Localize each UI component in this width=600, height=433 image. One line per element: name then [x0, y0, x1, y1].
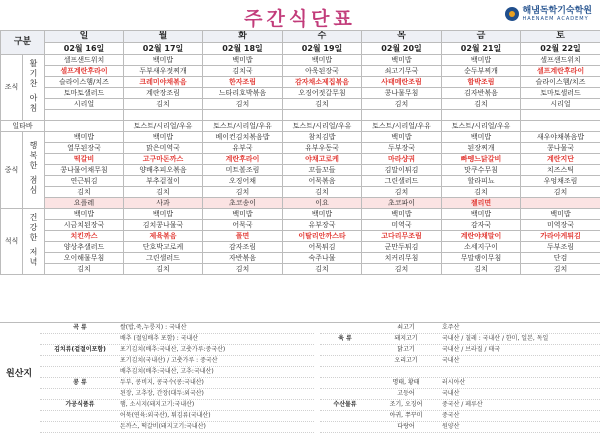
menu-item: 떡갈비 — [45, 154, 124, 165]
snack-label: 일타바 — [1, 121, 45, 132]
menu-item: 백미밥 — [442, 55, 521, 66]
menu-item: 김치국 — [203, 66, 283, 77]
menu-row — [1, 143, 600, 154]
menu-item: 셀프계란후라이 — [45, 66, 124, 77]
menu-item: 감자조림 — [203, 242, 283, 253]
menu-item: 유부국 — [203, 143, 283, 154]
menu-row — [1, 77, 600, 88]
menu-item: 김치 — [124, 99, 203, 110]
origin-section — [0, 322, 600, 417]
menu-item: 백미밥 — [362, 209, 442, 220]
dessert-item: 젤리면 — [442, 198, 521, 209]
menu-item: 열무된장국 — [45, 143, 124, 154]
menu-item: 치커리무침 — [362, 253, 442, 264]
menu-item: 두부새우젓찌개 — [124, 66, 203, 77]
origin-row — [320, 411, 600, 422]
snack-item: 토스트/시리얼/우유 — [283, 121, 362, 132]
origin-row — [40, 422, 314, 433]
snack-item — [45, 121, 124, 132]
menu-row — [1, 253, 600, 264]
menu-item: 김치 — [124, 264, 203, 275]
origin-row — [320, 334, 600, 345]
day-header: 월 — [124, 31, 203, 43]
menu-item: 어묵튀김 — [283, 242, 362, 253]
origin-row — [40, 356, 314, 367]
menu-item: 빠뗑느닭갈비 — [442, 154, 521, 165]
menu-item — [203, 110, 283, 121]
menu-row — [1, 110, 600, 121]
meal-section: 중식 — [1, 132, 23, 209]
menu-item: 참치김밥 — [283, 132, 362, 143]
menu-item: 김말이튀김 — [362, 165, 442, 176]
origin-category — [320, 411, 370, 421]
menu-item: 셀프샌드위치 — [521, 55, 600, 66]
origin-detail: 국내산 / 브라질 / 태국 — [442, 345, 600, 355]
origin-row — [320, 389, 600, 400]
academy-name-en: HAENAEM ACADEMY — [522, 16, 592, 22]
menu-item: 숙주나물 — [283, 253, 362, 264]
dessert-item — [521, 198, 600, 209]
menu-item: 오징어젓갈무침 — [283, 88, 362, 99]
academy-name: 해냄독학기숙학원 — [522, 6, 592, 16]
origin-left-list — [40, 323, 314, 433]
menu-item: 어묵볶음 — [283, 176, 362, 187]
menu-item: 감자국 — [442, 220, 521, 231]
origin-row — [320, 367, 600, 378]
menu-item: 오이해물무침 — [45, 253, 124, 264]
origin-detail: 원양산 — [442, 422, 600, 432]
origin-item-name: 다랑어 — [370, 422, 442, 432]
origin-category: 김치류(겉절이포함) — [40, 345, 120, 355]
origin-category — [320, 356, 370, 366]
origin-row — [320, 356, 600, 367]
menu-item: 양배추피오볶음 — [124, 165, 203, 176]
menu-item: 부추겉절이 — [124, 176, 203, 187]
origin-category — [320, 323, 370, 333]
origin-detail: 국내산 / 칠레 : 국내산 / 한미, 일본, 독일 — [442, 334, 600, 344]
menu-item: 군만두튀김 — [362, 242, 442, 253]
date-header: 02월 17일 — [124, 43, 203, 55]
menu-item: 김치 — [283, 99, 362, 110]
origin-item-name: 명태, 황태 — [370, 378, 442, 388]
menu-item: 느타리호박볶음 — [203, 88, 283, 99]
menu-row — [1, 88, 600, 99]
origin-category — [40, 422, 120, 432]
origin-item-name: 조기, 오징어 — [370, 400, 442, 410]
meal-label — [23, 55, 45, 121]
origin-detail: 배추 (절임배추 포함) : 국내산 — [120, 334, 314, 344]
menu-item: 콩나물어채무침 — [45, 165, 124, 176]
menu-item: 유부우동국 — [283, 143, 362, 154]
menu-item: 이탈리안까스타 — [283, 231, 362, 242]
dessert-item: 이요 — [283, 198, 362, 209]
menu-item: 새우야채볶음밥 — [521, 132, 600, 143]
menu-item: 백미밥 — [283, 209, 362, 220]
menu-item: 미트볼조림 — [203, 165, 283, 176]
origin-detail: 호주산 — [442, 323, 600, 333]
snack-item: 토스트/시리얼/우유 — [124, 121, 203, 132]
menu-row — [1, 66, 600, 77]
category-header: 구분 — [1, 31, 45, 55]
menu-item: 우엉채조림 — [521, 176, 600, 187]
origin-category — [40, 367, 120, 377]
menu-item: 백미밥 — [521, 209, 600, 220]
origin-category — [40, 411, 120, 421]
day-header: 일 — [45, 31, 124, 43]
origin-detail: 돈까스, 떡갈비(돼지고기:국내산) — [120, 422, 314, 432]
menu-row — [1, 264, 600, 275]
origin-item-name: 쇠고기 — [370, 323, 442, 333]
day-header: 목 — [362, 31, 442, 43]
menu-item: 된장찌개 — [442, 143, 521, 154]
menu-item: 백미밥 — [124, 132, 203, 143]
date-header: 02월 19일 — [283, 43, 362, 55]
menu-item: 한자조림 — [203, 77, 283, 88]
menu-item: 김치 — [521, 264, 600, 275]
menu-item: 백미밥 — [442, 209, 521, 220]
menu-item: 시리얼 — [45, 99, 124, 110]
menu-item: 계란야채말이 — [442, 231, 521, 242]
origin-row — [40, 400, 314, 411]
menu-item: 김치 — [362, 187, 442, 198]
origin-row — [320, 422, 600, 433]
menu-item: 시금치된장국 — [45, 220, 124, 231]
menu-item: 유부장국 — [283, 220, 362, 231]
origin-detail: 두부, 콩비지, 콩국수(콩:국내산) — [120, 378, 314, 388]
menu-item — [442, 110, 521, 121]
origin-category — [320, 345, 370, 355]
day-header: 수 — [283, 31, 362, 43]
menu-item: 김치 — [203, 99, 283, 110]
origin-category — [320, 389, 370, 399]
origin-detail — [442, 367, 600, 377]
date-header: 02월 22일 — [521, 43, 600, 55]
origin-row — [40, 323, 314, 334]
origin-detail: 된장, 고추장, 간장(대두:외국산) — [120, 389, 314, 399]
menu-item: 연근튀김 — [45, 176, 124, 187]
menu-row — [1, 132, 600, 143]
snack-item: 토스트/시리얼/우유 — [362, 121, 442, 132]
menu-row — [1, 187, 600, 198]
menu-row — [1, 220, 600, 231]
origin-row — [320, 400, 600, 411]
menu-item: 슬라이스햄/치즈 — [45, 77, 124, 88]
menu-item: 백미밥 — [45, 132, 124, 143]
menu-item: 쇠고기무국 — [362, 66, 442, 77]
menu-item: 김치 — [521, 187, 600, 198]
menu-item: 백미밥 — [442, 132, 521, 143]
menu-item: 오징어채 — [203, 176, 283, 187]
menu-item: 슬라이스햄/치즈 — [521, 77, 600, 88]
menu-item: 김치 — [442, 187, 521, 198]
origin-category: 가공식품류 — [40, 400, 120, 410]
menu-item — [45, 110, 124, 121]
origin-title: 원산지 — [6, 366, 32, 379]
menu-item: 토마토샐러드 — [521, 88, 600, 99]
origin-row — [40, 367, 314, 378]
snack-item — [521, 121, 600, 132]
origin-category — [320, 378, 370, 388]
academy-logo-icon — [505, 7, 519, 21]
menu-item: 콩나물무침 — [362, 88, 442, 99]
menu-item: 셀프계란후라이 — [521, 66, 600, 77]
menu-item: 할라피뇨 — [442, 176, 521, 187]
menu-item: 고구마돈까스 — [124, 154, 203, 165]
menu-item: 폴면 — [203, 231, 283, 242]
date-header: 02월 21일 — [442, 43, 521, 55]
menu-item: 베이컨김치볶음밥 — [203, 132, 283, 143]
menu-item: 꼬들꼬들 — [283, 165, 362, 176]
menu-item: 양상추샐러드 — [45, 242, 124, 253]
menu-item: 김치 — [45, 187, 124, 198]
origin-right-list — [320, 323, 600, 433]
menu-item — [283, 110, 362, 121]
menu-item: 그린샐러드 — [124, 253, 203, 264]
menu-item: 무말랭이무침 — [442, 253, 521, 264]
origin-row — [320, 345, 600, 356]
menu-item: 치킨까스 — [45, 231, 124, 242]
origin-category: 곡 류 — [40, 323, 120, 333]
origin-category: 콩 류 — [40, 378, 120, 388]
origin-row — [320, 378, 600, 389]
menu-item — [362, 110, 442, 121]
dessert-row — [1, 198, 600, 209]
menu-item: 김치 — [283, 187, 362, 198]
origin-category — [40, 389, 120, 399]
menu-item: 김치 — [442, 264, 521, 275]
menu-item: 백미밥 — [203, 55, 283, 66]
menu-item: 감자채소제집볶음 — [283, 77, 362, 88]
menu-item: 맛쿠수무침 — [442, 165, 521, 176]
origin-detail: 쌀(밥,죽,누룽지) : 국내산 — [120, 323, 314, 333]
menu-item: 함박조림 — [442, 77, 521, 88]
menu-table — [0, 30, 600, 275]
menu-row — [1, 242, 600, 253]
origin-item-name — [370, 367, 442, 377]
menu-item: 김치 — [442, 99, 521, 110]
menu-row — [1, 55, 600, 66]
origin-item-name: 고등어 — [370, 389, 442, 399]
meal-label-text: 행복한 점심 — [29, 141, 38, 196]
date-header: 02월 18일 — [203, 43, 283, 55]
menu-item: 단호박고로케 — [124, 242, 203, 253]
menu-item: 백미밥 — [124, 55, 203, 66]
origin-item-name: 아귀, 쭈꾸미 — [370, 411, 442, 421]
origin-detail: 중국산 / 페루산 — [442, 400, 600, 410]
menu-item: 백미밥 — [203, 209, 283, 220]
dessert-item: 사과 — [124, 198, 203, 209]
menu-item: 자반볶음 — [203, 253, 283, 264]
menu-item: 김치 — [124, 187, 203, 198]
menu-item: 어묵국 — [203, 220, 283, 231]
menu-row — [1, 176, 600, 187]
meal-label-text: 활기찬 아침 — [29, 59, 38, 114]
menu-item: 아욱된장국 — [283, 66, 362, 77]
snack-item: 토스트/시리얼/우유 — [442, 121, 521, 132]
menu-item: 김치 — [203, 264, 283, 275]
menu-item: 계란지단 — [521, 154, 600, 165]
date-header-row — [1, 43, 600, 55]
menu-item: 셀프샌드위치 — [45, 55, 124, 66]
origin-category: 수산물류 — [320, 400, 370, 410]
origin-detail: 국내산 — [442, 356, 600, 366]
origin-category — [320, 422, 370, 432]
origin-detail: 포기김치(국내산) / 고춧가루 : 중국산 — [120, 356, 314, 366]
menu-row — [1, 209, 600, 220]
menu-item: 그린샐러드 — [362, 176, 442, 187]
menu-item: 사태메란조림 — [362, 77, 442, 88]
menu-item: 두부조림 — [521, 242, 600, 253]
menu-item: 고다리무조림 — [362, 231, 442, 242]
menu-item: 김치 — [203, 187, 283, 198]
dessert-item: 요플레 — [45, 198, 124, 209]
origin-detail: 국내산 — [442, 389, 600, 399]
menu-item: 가라아게튀김 — [521, 231, 600, 242]
menu-item: 김치콩나물국 — [124, 220, 203, 231]
menu-row — [1, 231, 600, 242]
menu-item: 백미밥 — [362, 55, 442, 66]
menu-item: 시리얼 — [521, 99, 600, 110]
menu-item: 백미밥 — [124, 209, 203, 220]
origin-detail: 중국산 — [442, 411, 600, 421]
menu-item: 크레미야채볶음 — [124, 77, 203, 88]
meal-section: 조식 — [1, 55, 23, 121]
origin-detail: 햄, 소시지(돼지고기:국내산) — [120, 400, 314, 410]
menu-item — [124, 110, 203, 121]
menu-item: 김치 — [283, 264, 362, 275]
day-header: 토 — [521, 31, 600, 43]
menu-item: 김치 — [362, 99, 442, 110]
menu-row — [1, 165, 600, 176]
menu-item: 토마토샐러드 — [45, 88, 124, 99]
origin-detail: 배추김치(배추:국내산, 고추:국내산) — [120, 367, 314, 377]
origin-detail: 러시아산 — [442, 378, 600, 388]
origin-detail: 어묵(연육:외국산), 튀김류(국내산) — [120, 411, 314, 421]
origin-row — [320, 323, 600, 334]
menu-item: 미역국 — [362, 220, 442, 231]
menu-item: 마라샹궈 — [362, 154, 442, 165]
origin-row — [40, 389, 314, 400]
origin-row — [40, 334, 314, 345]
menu-item: 야채고로케 — [283, 154, 362, 165]
menu-item: 계란후라이 — [203, 154, 283, 165]
origin-item-name: 오리고기 — [370, 356, 442, 366]
snack-row — [1, 121, 600, 132]
menu-item: 단검 — [521, 253, 600, 264]
menu-item: 백미밥 — [283, 55, 362, 66]
dessert-item: 초코파이 — [362, 198, 442, 209]
menu-title-text: 주간식단표 — [244, 4, 356, 31]
meal-label — [23, 132, 45, 209]
meal-section: 석식 — [1, 209, 23, 275]
menu-item: 소세지구이 — [442, 242, 521, 253]
menu-item: 순두부찌개 — [442, 66, 521, 77]
dessert-item: 초코송이 — [203, 198, 283, 209]
menu-item: 맑은미역국 — [124, 143, 203, 154]
menu-item: 백미밥 — [362, 132, 442, 143]
origin-category — [320, 367, 370, 377]
menu-item: 치즈스틱 — [521, 165, 600, 176]
origin-category — [40, 356, 120, 366]
day-header: 화 — [203, 31, 283, 43]
snack-item: 토스트/시리얼/우유 — [203, 121, 283, 132]
origin-row — [40, 411, 314, 422]
origin-detail: 포기김치(배추:국내산, 고춧가루:중국산) — [120, 345, 314, 355]
origin-category — [40, 334, 120, 344]
menu-item: 백미밥 — [45, 209, 124, 220]
origin-category: 육 류 — [320, 334, 370, 344]
menu-item: 콩나물국 — [521, 143, 600, 154]
meal-label — [23, 209, 45, 275]
menu-item: 제육볶음 — [124, 231, 203, 242]
menu-item: 미역장국 — [521, 220, 600, 231]
menu-item: 두부장국 — [362, 143, 442, 154]
menu-item: 계란장조림 — [124, 88, 203, 99]
origin-row — [40, 378, 314, 389]
menu-row — [1, 154, 600, 165]
date-header: 02월 20일 — [362, 43, 442, 55]
origin-row — [40, 345, 314, 356]
date-header: 02월 16일 — [45, 43, 124, 55]
menu-item: 김치 — [45, 264, 124, 275]
origin-item-name: 닭고기 — [370, 345, 442, 355]
menu-row — [1, 99, 600, 110]
origin-item-name: 돼지고기 — [370, 334, 442, 344]
menu-item: 김치 — [362, 264, 442, 275]
day-header-row — [1, 31, 600, 43]
academy-logo — [505, 6, 592, 22]
meal-label-text: 건강한 저녁 — [29, 213, 38, 268]
menu-item — [521, 110, 600, 121]
day-header: 금 — [442, 31, 521, 43]
menu-item: 김자반볶음 — [442, 88, 521, 99]
